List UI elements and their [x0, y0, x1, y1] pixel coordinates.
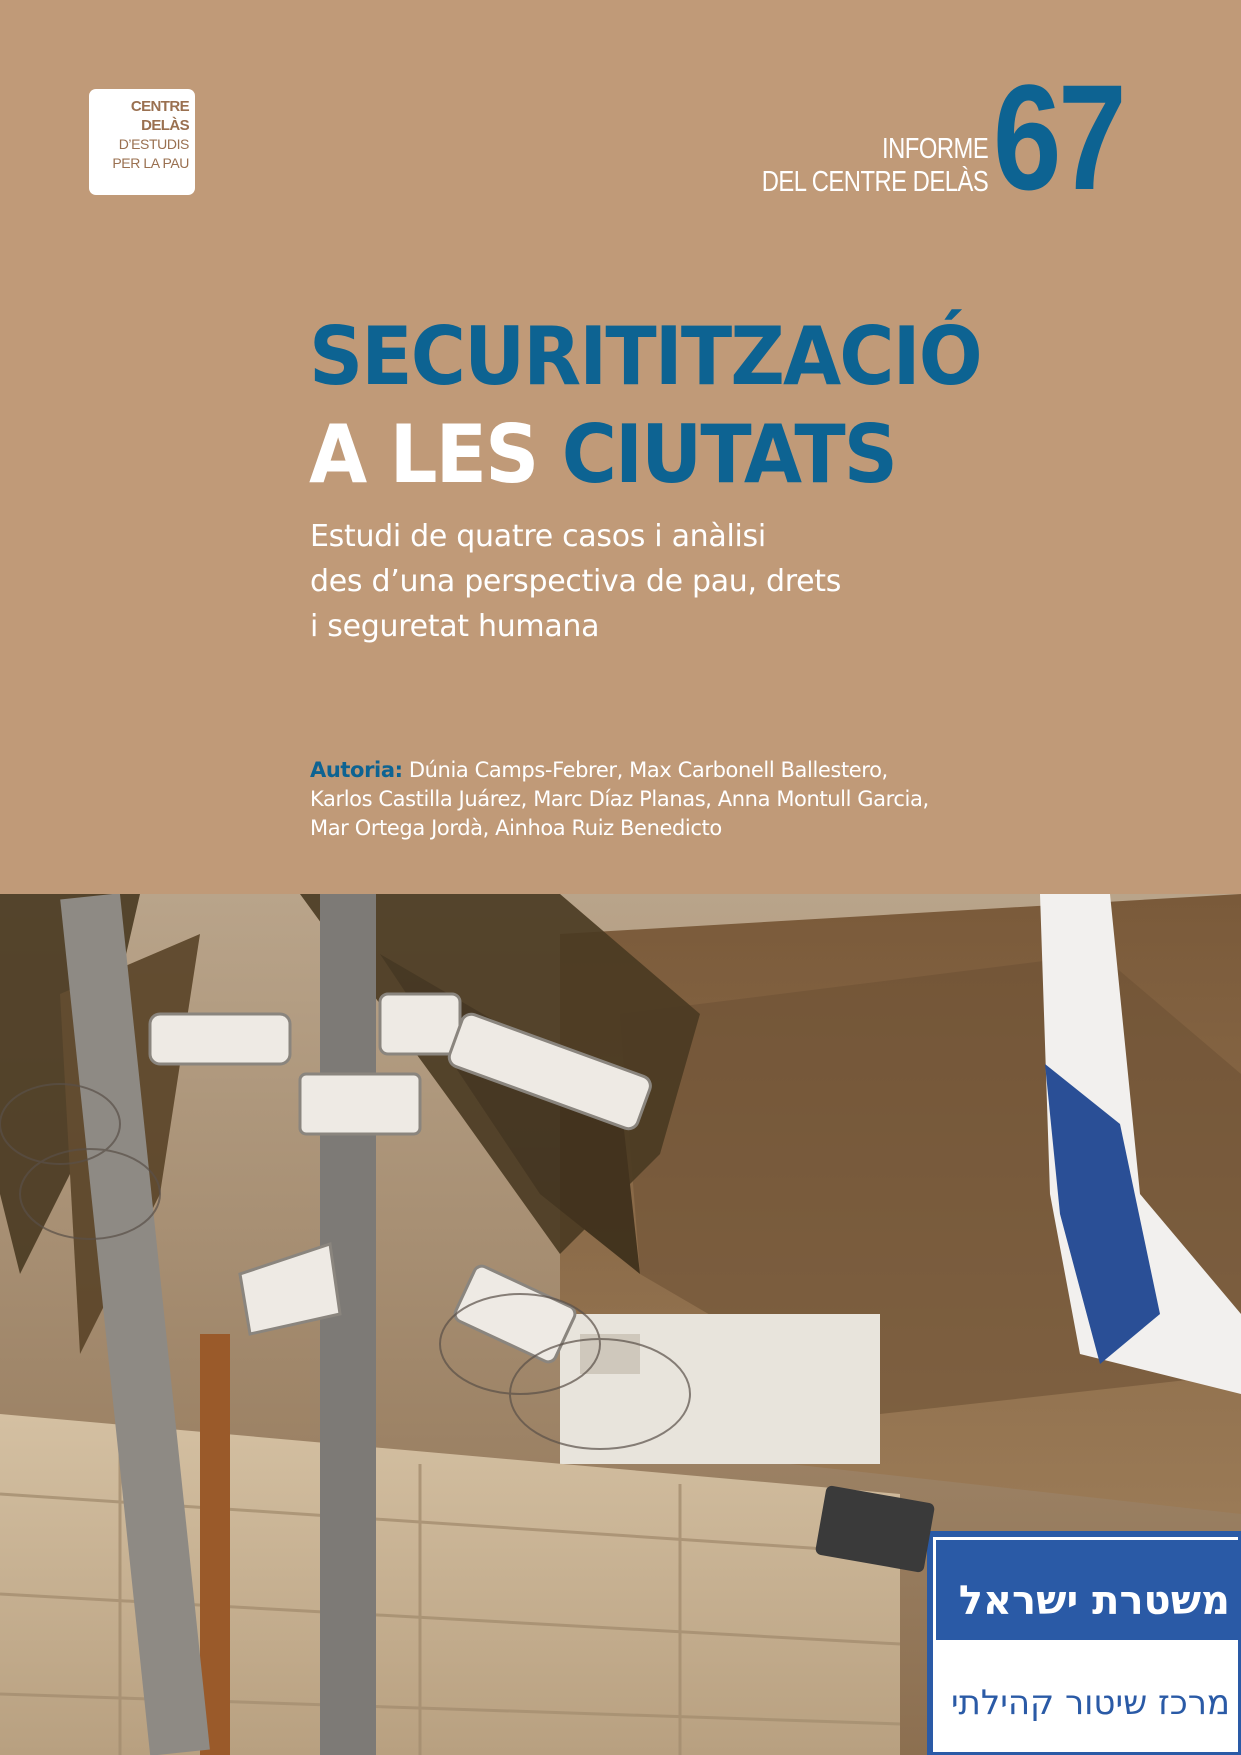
authors-line-2: Karlos Castilla Juárez, Marc Díaz Planas, Anna Montull Garcia,	[310, 787, 929, 811]
sign-line-1: משטרת ישראל	[958, 1578, 1230, 1624]
subtitle-line-3: i seguretat humana	[310, 609, 600, 644]
series-label-line-1: INFORME	[881, 133, 988, 165]
report-subtitle	[310, 514, 950, 649]
subtitle-line-1: Estudi de quatre casos i anàlisi	[310, 519, 766, 554]
logo-line-2: D’ESTUDIS	[118, 136, 189, 152]
logo-line-3: PER LA PAU	[112, 155, 189, 171]
authors-names-1: Dúnia Camps-Febrer, Max Carbonell Ballestero,	[408, 758, 888, 782]
centre-delas-logo	[89, 89, 195, 195]
title-line-2-blue: CIUTATS	[561, 408, 897, 501]
sign-line-2: מרכז שיטור קהילתי	[950, 1683, 1230, 1723]
authors-block	[310, 756, 1070, 843]
report-title	[309, 308, 1024, 504]
authors-line-3: Mar Ortega Jordà, Ainhoa Ruiz Benedicto	[310, 816, 722, 840]
surveillance-cameras-photo	[0, 894, 1241, 1755]
title-line-2	[309, 406, 981, 504]
report-number: 67	[993, 53, 1124, 221]
logo-line-1: CENTRE DELÀS	[130, 98, 189, 134]
title-line-2-white: A LES	[309, 408, 538, 501]
title-line-1: SECURITITZACIÓ	[309, 310, 981, 403]
series-label-line-2: DEL CENTRE DELÀS	[761, 166, 988, 198]
subtitle-line-2: des d’una perspectiva de pau, drets	[310, 564, 842, 599]
series-label	[712, 133, 988, 199]
authors-label: Autoria:	[310, 758, 403, 782]
cover-photo	[0, 894, 1241, 1755]
authors-line-1	[310, 756, 1070, 785]
